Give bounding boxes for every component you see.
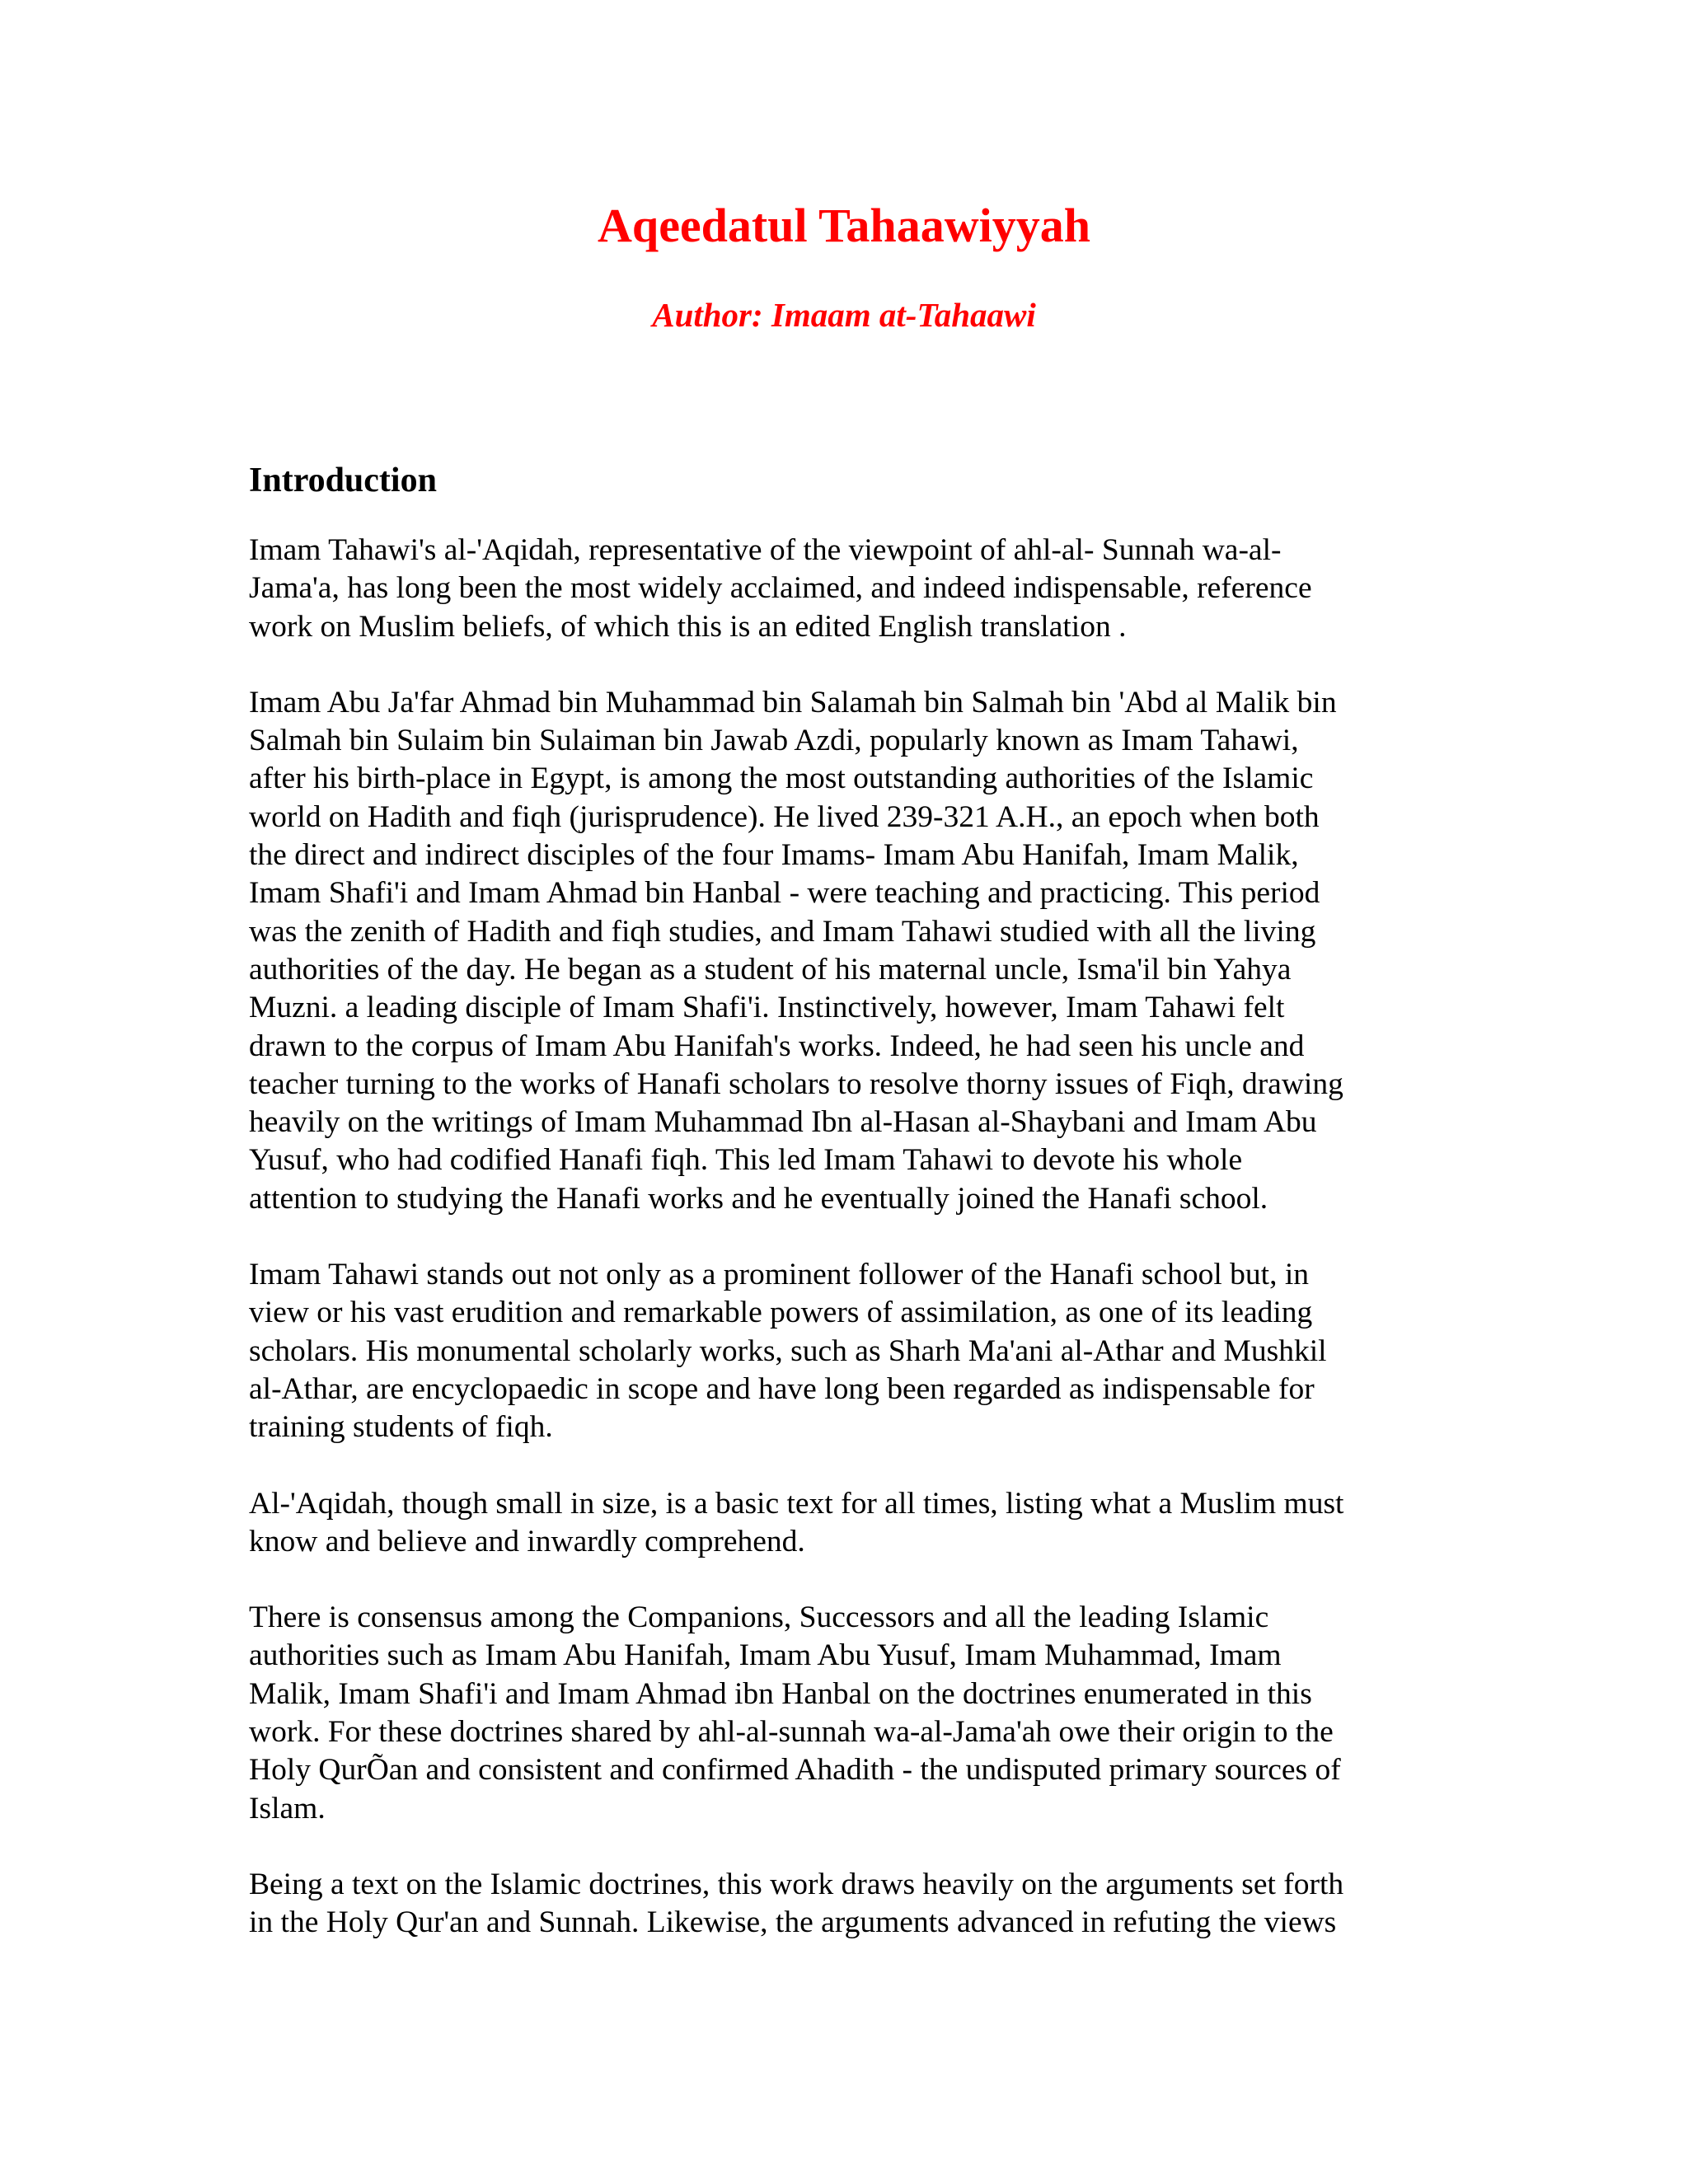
text-line: Islam. xyxy=(249,1791,326,1825)
text-line: authorities such as Imam Abu Hanifah, Imam Abu Yusuf, Imam Muhammad, Imam xyxy=(249,1638,1282,1673)
section-heading: Introduction xyxy=(249,462,437,499)
text-line: after his birth-place in Egypt, is among the most outstanding authorities of the Islamic xyxy=(249,762,1314,796)
text-line: al-Athar, are encyclopaedic in scope and have long been regarded as indispensable for xyxy=(249,1371,1315,1406)
paragraph xyxy=(249,1599,1452,1828)
text-line: Jama'a, has long been the most widely acclaimed, and indeed indispensable, reference xyxy=(249,571,1312,606)
text-line: know and believe and inwardly comprehend. xyxy=(249,1524,805,1558)
text-line: scholars. His monumental scholarly works, such as Sharh Ma'ani al-Athar and Mushkil xyxy=(249,1333,1327,1368)
text-line: Imam Tahawi stands out not only as a prominent follower of the Hanafi school but, in xyxy=(249,1258,1310,1292)
text-line: world on Hadith and fiqh (jurisprudence). He lived 239-321 A.H., an epoch when both xyxy=(249,799,1320,834)
author-line: Author: Imaam at-Tahaawi xyxy=(652,296,1036,334)
text-line: the direct and indirect disciples of the four Imams- Imam Abu Hanifah, Imam Malik, xyxy=(249,838,1299,873)
text-line: Salmah bin Sulaim bin Sulaiman bin Jawab Azdi, popularly known as Imam Tahawi, xyxy=(249,724,1299,758)
paragraph xyxy=(249,684,1452,1218)
text-line: Being a text on the Islamic doctrines, this work draws heavily on the arguments set forth xyxy=(249,1867,1344,1901)
text-line: Imam Shafi'i and Imam Ahmad bin Hanbal - were teaching and practicing. This period xyxy=(249,876,1320,911)
document-body xyxy=(249,457,1452,1980)
text-line: was the zenith of Hadith and fiqh studies, and Imam Tahawi studied with all the living xyxy=(249,914,1316,949)
text-line: drawn to the corpus of Imam Abu Hanifah's works. Indeed, he had seen his uncle and xyxy=(249,1029,1305,1063)
paragraph xyxy=(249,1256,1452,1446)
text-line: attention to studying the Hanafi works and he eventually joined the Hanafi school. xyxy=(249,1181,1268,1216)
text-line: There is consensus among the Companions, Successors and all the leading Islamic xyxy=(249,1601,1269,1635)
document-title: Aqeedatul Tahaawiyyah xyxy=(598,199,1090,252)
text-line: Yusuf, who had codified Hanafi fiqh. This led Imam Tahawi to devote his whole xyxy=(249,1143,1243,1178)
text-line: teacher turning to the works of Hanafi scholars to resolve thorny issues of Fiqh, drawing xyxy=(249,1066,1343,1101)
text-line: Muzni. a leading disciple of Imam Shafi'i. Instinctively, however, Imam Tahawi felt xyxy=(249,991,1285,1025)
text-line: view or his vast erudition and remarkable powers of assimilation, as one of its leading xyxy=(249,1296,1313,1330)
paragraph xyxy=(249,532,1452,646)
text-line: Imam Tahawi's al-'Aqidah, representative of the viewpoint of ahl-al- Sunnah wa-al- xyxy=(249,533,1282,567)
text-line: heavily on the writings of Imam Muhammad Ibn al-Hasan al-Shaybani and Imam Abu xyxy=(249,1105,1317,1140)
text-line: Al-'Aqidah, though small in size, is a basic text for all times, listing what a Muslim must xyxy=(249,1486,1344,1521)
text-line: Malik, Imam Shafi'i and Imam Ahmad ibn Hanbal on the doctrines enumerated in this xyxy=(249,1676,1312,1711)
paragraph-list xyxy=(249,532,1452,1943)
paragraph xyxy=(249,1866,1452,1943)
text-line: training students of fiqh. xyxy=(249,1410,553,1445)
text-line: Imam Abu Ja'far Ahmad bin Muhammad bin Salamah bin Salmah bin 'Abd al Malik bin xyxy=(249,685,1337,719)
text-line: authorities of the day. He began as a student of his maternal uncle, Isma'il bin Yahya xyxy=(249,952,1292,987)
paragraph xyxy=(249,1485,1452,1562)
text-line: work. For these doctrines shared by ahl-al-sunnah wa-al-Jama'ah owe their origin to the xyxy=(249,1715,1334,1750)
text-line: Holy QurÕan and consistent and confirmed Ahadith - the undisputed primary sources of xyxy=(249,1753,1341,1788)
text-line: work on Muslim beliefs, of which this is an edited English translation . xyxy=(249,609,1127,644)
text-line: in the Holy Qur'an and Sunnah. Likewise, the arguments advanced in refuting the views xyxy=(249,1905,1337,1940)
